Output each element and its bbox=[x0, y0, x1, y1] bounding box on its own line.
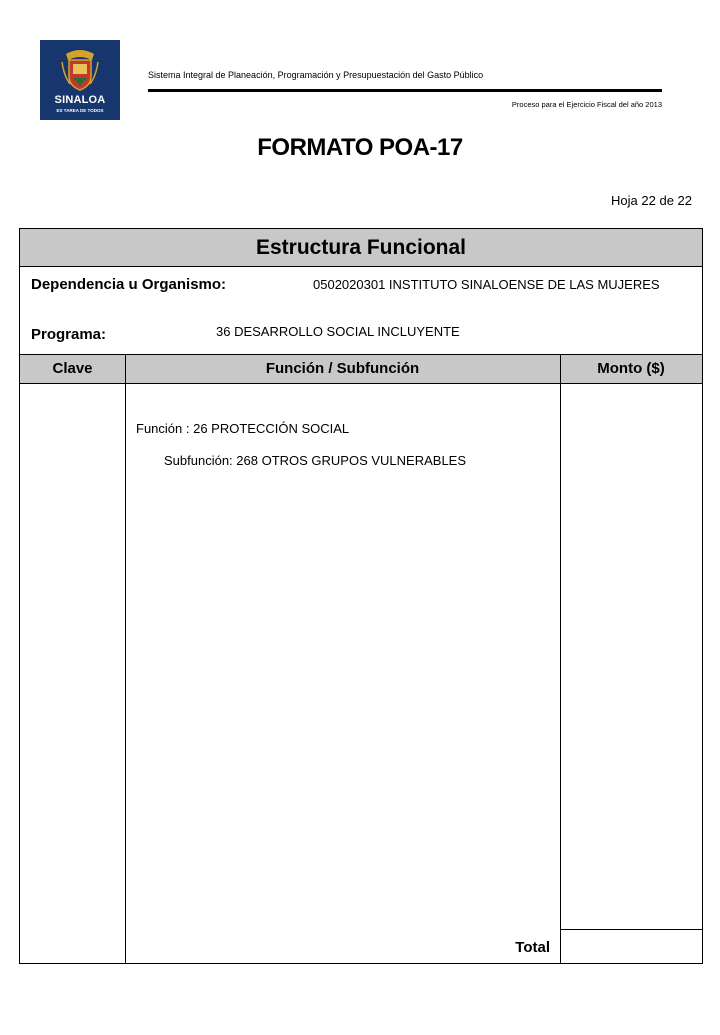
column-header-monto: Monto ($) bbox=[597, 360, 665, 377]
system-title: Sistema Integral de Planeación, Programación y Presupuestación del Gasto Público bbox=[148, 70, 484, 80]
table-header-row bbox=[20, 354, 702, 384]
page-number: Hoja 22 de 22 bbox=[611, 193, 692, 208]
column-divider bbox=[125, 354, 126, 964]
column-divider bbox=[560, 354, 561, 964]
dependencia-value: 0502020301 INSTITUTO SINALOENSE DE LAS MUJERES bbox=[313, 277, 660, 292]
form-heading: Estructura Funcional bbox=[20, 229, 702, 267]
logo-wordmark: SINALOA bbox=[54, 94, 106, 106]
process-caption: Proceso para el Ejercicio Fiscal del año 2013 bbox=[511, 100, 662, 109]
estructura-funcional-form bbox=[19, 228, 703, 964]
document-title: FORMATO POA-17 bbox=[257, 134, 463, 161]
header-divider bbox=[148, 89, 662, 92]
column-header-funcion: Función / Subfunción bbox=[265, 360, 420, 377]
column-header-clave: Clave bbox=[52, 360, 93, 377]
programa-label: Programa: bbox=[31, 326, 107, 343]
dependencia-label: Dependencia u Organismo: bbox=[31, 276, 227, 293]
funcion-entry: Función : 26 PROTECCIÓN SOCIAL bbox=[136, 421, 350, 436]
total-row-divider bbox=[560, 929, 702, 930]
sinaloa-logo bbox=[40, 40, 120, 120]
logo-tagline: ES TAREA DE TODOS bbox=[56, 108, 104, 113]
subfuncion-entry: Subfunción: 268 OTROS GRUPOS VULNERABLES bbox=[164, 453, 467, 468]
total-label: Total bbox=[515, 939, 550, 956]
programa-value: 36 DESARROLLO SOCIAL INCLUYENTE bbox=[216, 324, 460, 339]
